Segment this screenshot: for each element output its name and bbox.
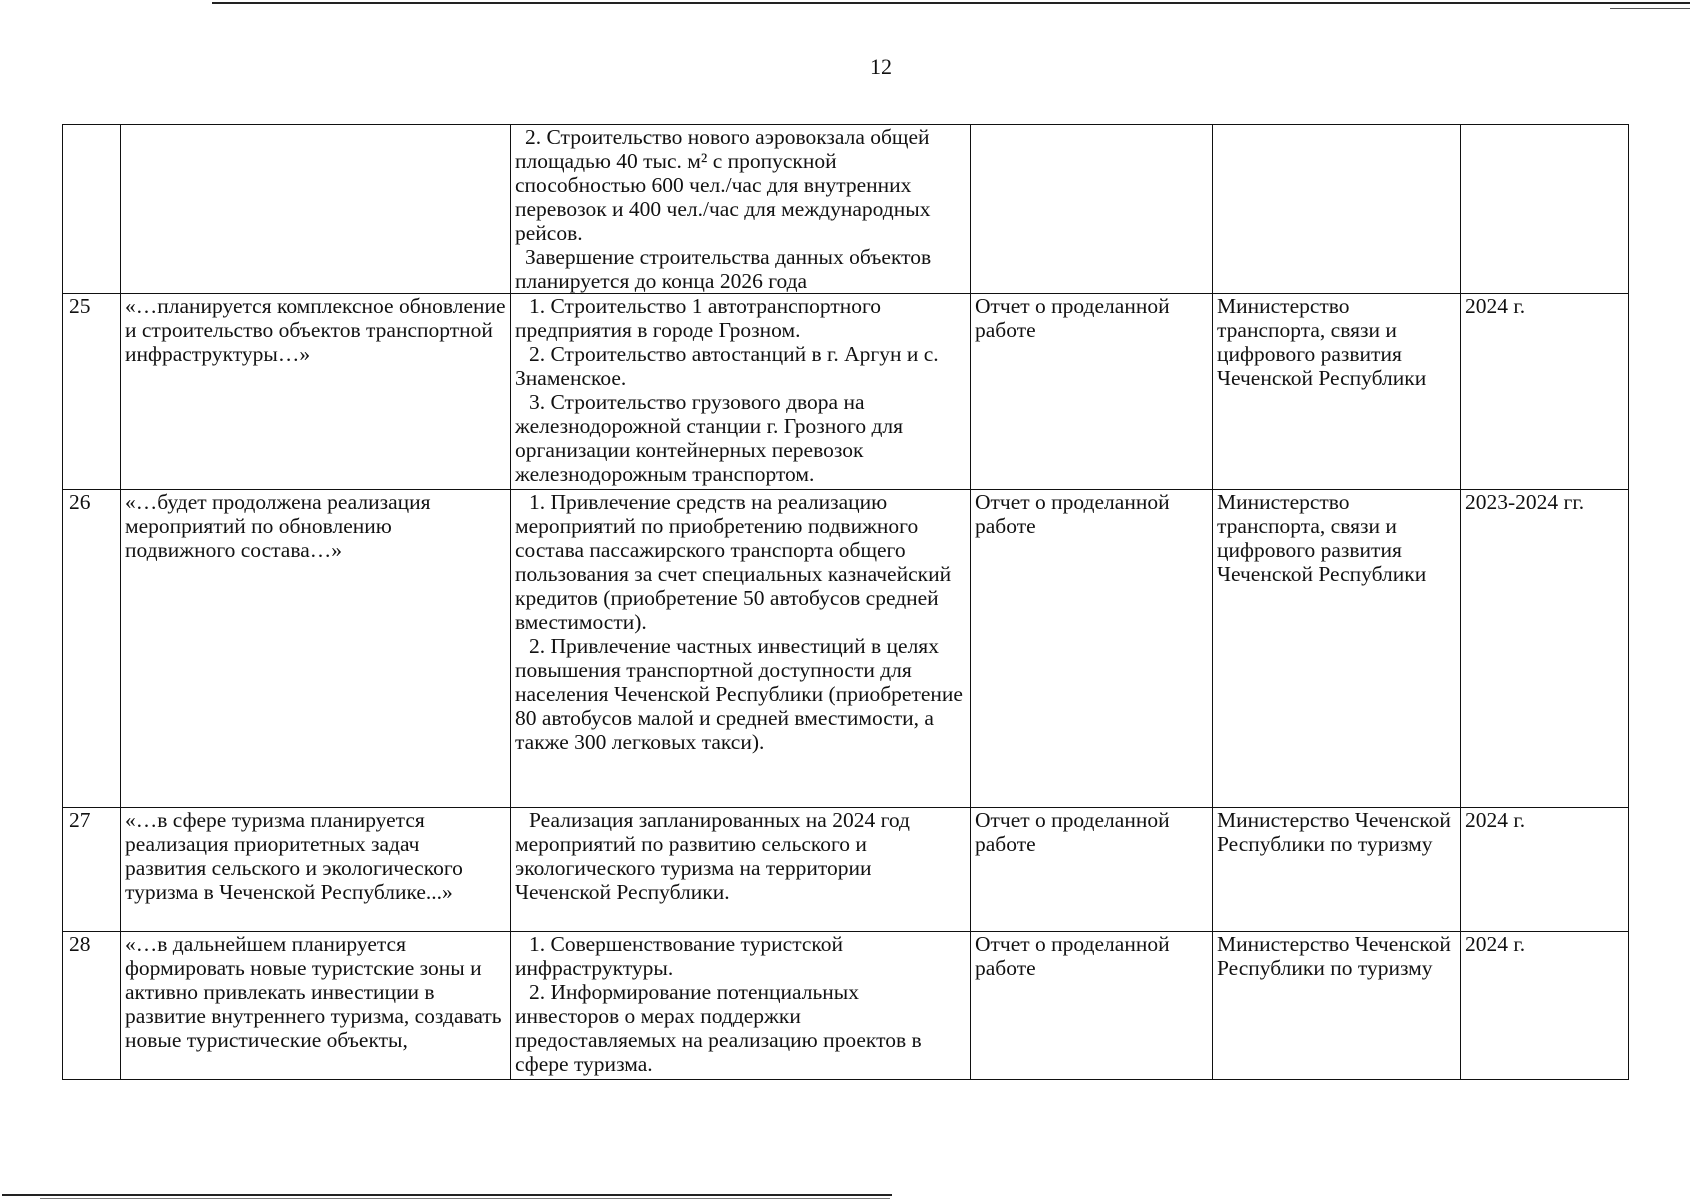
row-number-cell: 28 xyxy=(63,932,121,1080)
table-row xyxy=(63,932,1629,1080)
deadline-cell xyxy=(1461,125,1629,294)
deadline-cell: 2023-2024 гг. xyxy=(1461,490,1629,808)
action-item: 2. Строительство нового аэровокзала общей площадью 40 тыс. м² с пропускной способностью 600 чел./час для внутренних перевозок и 400 чел./час для международных рейсов. xyxy=(515,125,931,245)
executor-cell: Министерство транспорта, связи и цифрового развития Чеченской Республики xyxy=(1213,294,1461,490)
plan-table xyxy=(62,124,1629,1080)
action-item: 1. Совершенствование туристской инфраструктуры. xyxy=(515,932,844,980)
action-item: 2. Привлечение частных инвестиций в целях повышения транспортной доступности для населения Чеченской Республики (приобретение 80 автобусов малой и средней вместимости, а также 300 легковых такси). xyxy=(515,634,963,754)
result-cell: Отчет о проделанной работе xyxy=(971,932,1213,1080)
executor-cell: Министерство транспорта, связи и цифрового развития Чеченской Республики xyxy=(1213,490,1461,808)
deadline-cell: 2024 г. xyxy=(1461,294,1629,490)
deadline-cell: 2024 г. xyxy=(1461,932,1629,1080)
table-row xyxy=(63,490,1629,808)
action-item: 2. Информирование потенциальных инвесторов о мерах поддержки предоставляемых на реализацию проектов в сфере туризма. xyxy=(515,980,922,1076)
actions-cell xyxy=(511,490,971,808)
table-row xyxy=(63,808,1629,932)
top-rule-secondary xyxy=(1610,8,1690,9)
actions-cell xyxy=(511,125,971,294)
row-number-cell: 26 xyxy=(63,490,121,808)
executor-cell: Министерство Чеченской Республики по туризму xyxy=(1213,932,1461,1080)
quote-cell: «…будет продолжена реализация мероприятий по обновлению подвижного состава…» xyxy=(121,490,511,808)
page-number: 12 xyxy=(870,54,892,79)
top-rule xyxy=(212,2,1690,4)
action-item: Завершение строительства данных объектов планируется до конца 2026 года xyxy=(515,245,932,293)
bottom-rule xyxy=(2,1194,892,1196)
result-cell: Отчет о проделанной работе xyxy=(971,294,1213,490)
action-item: Реализация запланированных на 2024 год мероприятий по развитию сельского и экологического туризма на территории Чеченской Республики. xyxy=(515,808,910,904)
action-item: 1. Привлечение средств на реализацию мероприятий по приобретению подвижного состава пассажирского транспорта общего пользования за счет специальных казначейский кредитов (приобретение 50 автобусов средней вместимости). xyxy=(515,490,952,634)
result-cell: Отчет о проделанной работе xyxy=(971,808,1213,932)
quote-cell: «…в сфере туризма планируется реализация приоритетных задач развития сельского и экологического туризма в Чеченской Республике...» xyxy=(121,808,511,932)
row-number-cell: 25 xyxy=(63,294,121,490)
action-item: 3. Строительство грузового двора на железнодорожной станции г. Грозного для организации контейнерных перевозок железнодорожным транспортом. xyxy=(515,390,903,486)
result-cell xyxy=(971,125,1213,294)
action-item: 1. Строительство 1 автотранспортного предприятия в городе Грозном. xyxy=(515,294,882,342)
row-number-cell: 27 xyxy=(63,808,121,932)
row-number-cell xyxy=(63,125,121,294)
actions-cell xyxy=(511,294,971,490)
quote-cell xyxy=(121,125,511,294)
bottom-rule-secondary xyxy=(40,1198,890,1199)
quote-cell: «…в дальнейшем планируется формировать новые туристские зоны и активно привлекать инвестиции в развитие внутреннего туризма, создавать новые туристические объекты, xyxy=(121,932,511,1080)
executor-cell: Министерство Чеченской Республики по туризму xyxy=(1213,808,1461,932)
result-cell: Отчет о проделанной работе xyxy=(971,490,1213,808)
executor-cell xyxy=(1213,125,1461,294)
quote-cell: «…планируется комплексное обновление и строительство объектов транспортной инфраструктуры…» xyxy=(121,294,511,490)
deadline-cell: 2024 г. xyxy=(1461,808,1629,932)
actions-cell xyxy=(511,932,971,1080)
table-row xyxy=(63,294,1629,490)
table-row xyxy=(63,125,1629,294)
action-item: 2. Строительство автостанций в г. Аргун и с. Знаменское. xyxy=(515,342,939,390)
actions-cell xyxy=(511,808,971,932)
